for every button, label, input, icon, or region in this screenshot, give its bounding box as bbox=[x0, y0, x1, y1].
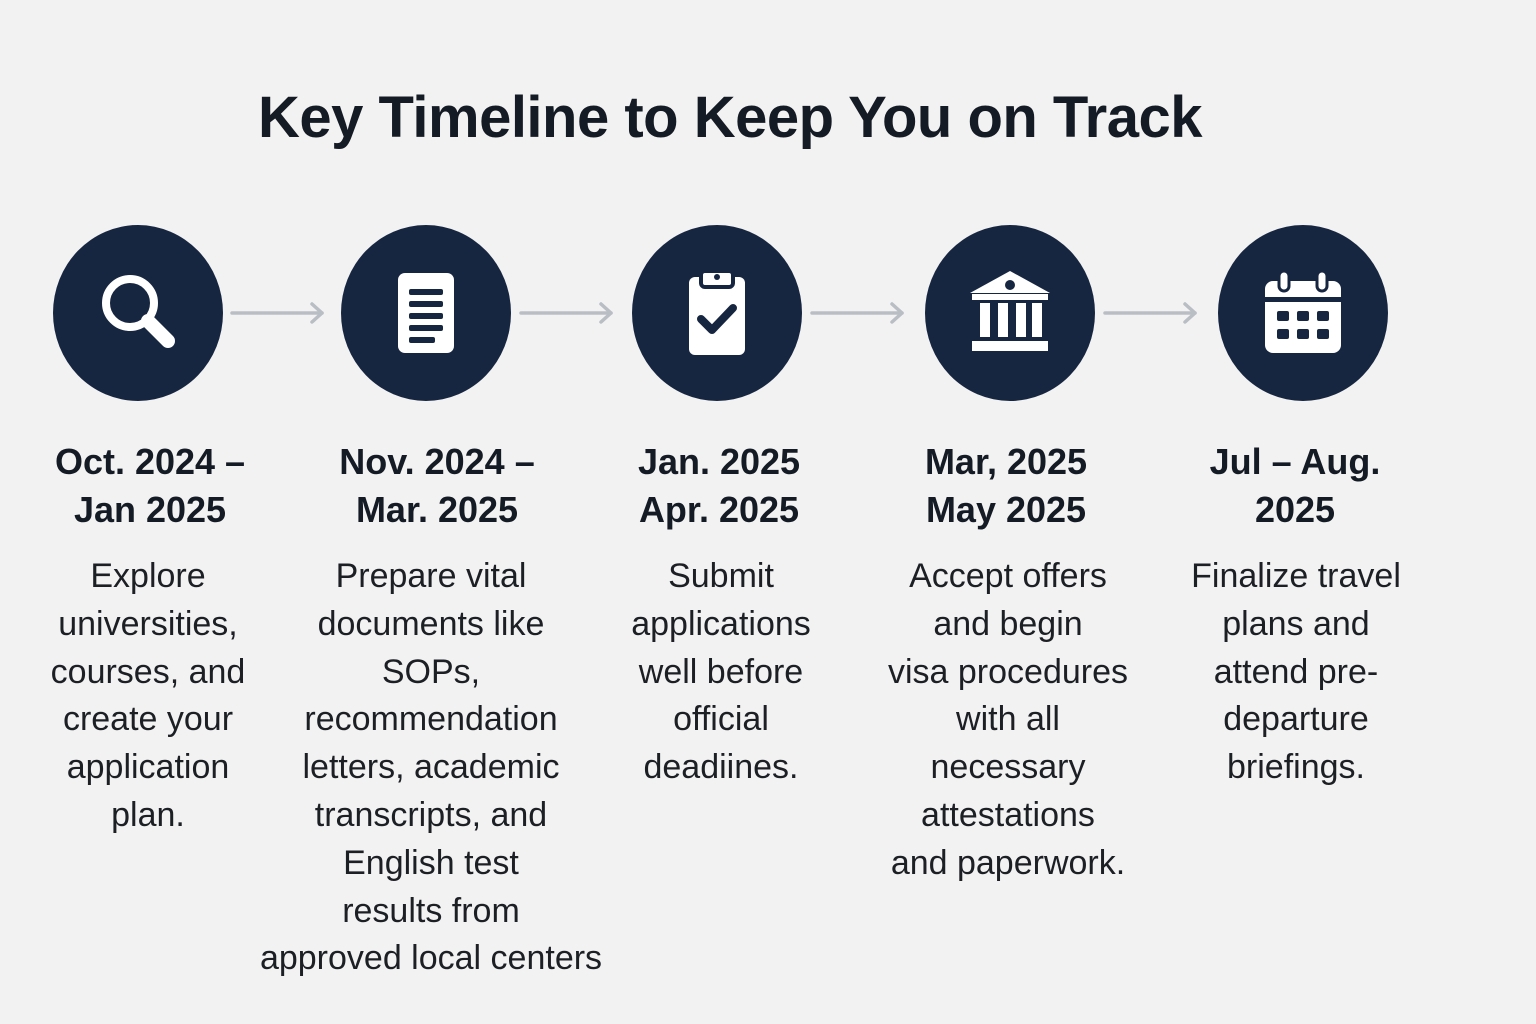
step-1-date bbox=[0, 438, 300, 534]
step-4-icon-circle bbox=[925, 225, 1095, 401]
desc-line: Explore bbox=[90, 557, 206, 595]
step-2-icon-circle bbox=[341, 225, 511, 401]
desc-line: letters, academic bbox=[302, 748, 560, 787]
desc-line: Prepare vital bbox=[335, 557, 527, 595]
desc-line: and begin bbox=[933, 604, 1083, 643]
search-icon bbox=[88, 263, 188, 363]
date-line: Nov. 2024 – bbox=[339, 441, 535, 482]
step-1-icon-circle bbox=[53, 225, 223, 401]
date-line: Jan 2025 bbox=[73, 489, 227, 530]
page-title: Key Timeline to Keep You on Track bbox=[257, 85, 1202, 150]
desc-line: visa procedures bbox=[887, 652, 1128, 691]
arrow-right-icon bbox=[230, 300, 326, 326]
step-5-icon-circle bbox=[1218, 225, 1388, 401]
step-5-description bbox=[1106, 553, 1486, 792]
date-line: Mar. 2025 bbox=[355, 489, 519, 530]
desc-line: English test bbox=[343, 843, 519, 882]
desc-line: Finalize travel bbox=[1191, 557, 1401, 595]
date-line: Jan. 2025 bbox=[637, 441, 801, 482]
step-4-date bbox=[856, 438, 1156, 534]
desc-line: and paperwork. bbox=[890, 843, 1126, 882]
clipboard-check-icon bbox=[667, 263, 767, 363]
step-2-date bbox=[287, 438, 587, 534]
step-5-date bbox=[1145, 438, 1445, 534]
desc-line: create your bbox=[62, 700, 234, 739]
arrow-right-icon bbox=[519, 300, 615, 326]
desc-line: Submit bbox=[668, 557, 774, 595]
desc-line: results from bbox=[342, 891, 520, 930]
arrow-right-icon bbox=[810, 300, 906, 326]
desc-line: transcripts, and bbox=[314, 795, 548, 834]
desc-line: with all bbox=[956, 700, 1060, 739]
desc-line: briefings. bbox=[1227, 748, 1365, 787]
date-line: Apr. 2025 bbox=[638, 489, 800, 530]
desc-line: attestations bbox=[921, 795, 1095, 834]
desc-line: Accept offers bbox=[909, 557, 1107, 595]
date-line: Mar, 2025 bbox=[924, 441, 1088, 482]
date-line: Jul – Aug. bbox=[1209, 441, 1381, 482]
bank-icon bbox=[960, 263, 1060, 363]
desc-line: applications bbox=[631, 604, 811, 643]
desc-line: plans and bbox=[1222, 604, 1370, 643]
desc-line: attend pre- bbox=[1213, 652, 1379, 691]
step-3-icon-circle bbox=[632, 225, 802, 401]
desc-line: SOPs, bbox=[381, 652, 481, 691]
date-line: Oct. 2024 – bbox=[54, 441, 246, 482]
desc-line: deadiines. bbox=[643, 748, 799, 787]
desc-line: application bbox=[66, 748, 230, 787]
desc-line: approved local centers bbox=[259, 939, 603, 978]
desc-line: well before bbox=[638, 652, 804, 691]
desc-line: necessary bbox=[930, 748, 1086, 787]
desc-line: departure bbox=[1223, 700, 1369, 739]
desc-line: documents like bbox=[317, 604, 545, 643]
desc-line: official bbox=[673, 700, 769, 739]
date-line: May 2025 bbox=[925, 489, 1087, 530]
desc-line: recommendation bbox=[304, 700, 558, 739]
calendar-icon bbox=[1253, 263, 1353, 363]
document-icon bbox=[376, 263, 476, 363]
date-line: 2025 bbox=[1254, 489, 1336, 530]
step-3-date bbox=[569, 438, 869, 534]
arrow-right-icon bbox=[1103, 300, 1199, 326]
desc-line: plan. bbox=[111, 795, 185, 834]
desc-line: universities, bbox=[58, 604, 238, 643]
desc-line: courses, and bbox=[50, 652, 246, 691]
